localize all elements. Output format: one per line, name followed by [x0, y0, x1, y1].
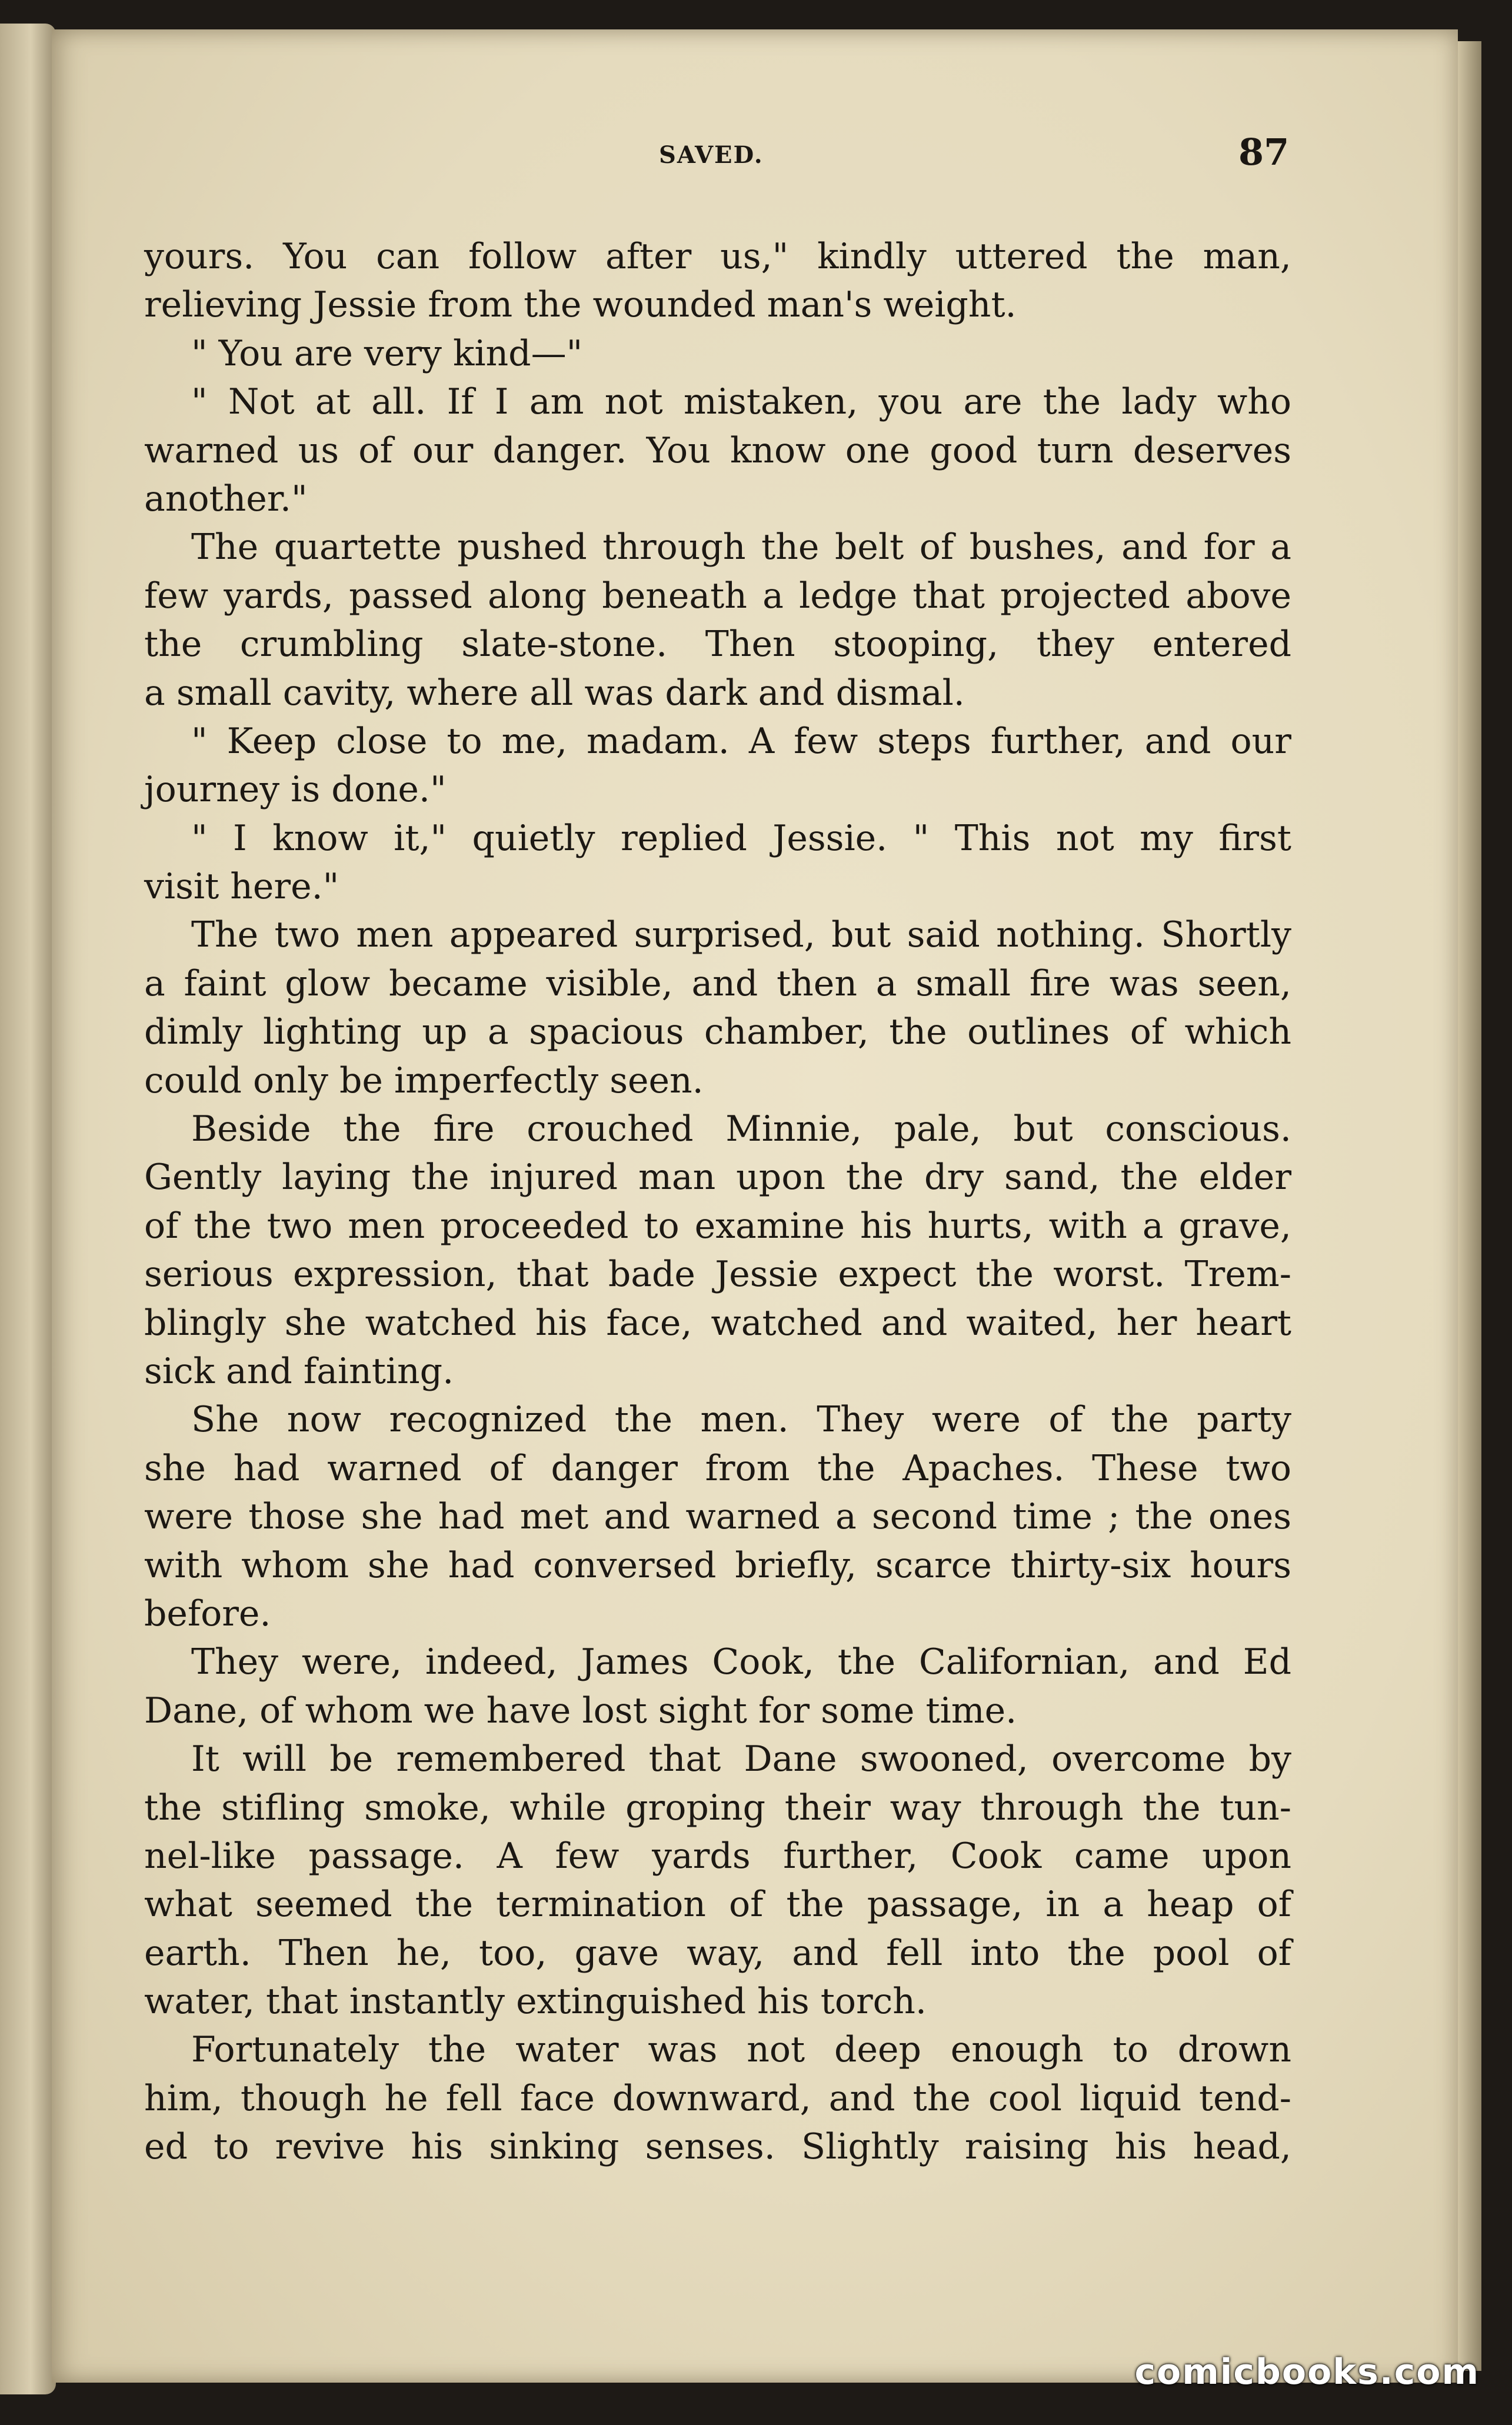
text-line: dimly lighting up a spacious chamber, the outlines of which	[144, 1011, 1291, 1053]
running-head: SAVED.	[659, 141, 764, 169]
text-line: of the two men proceeded to examine his hurts, with a grave,	[144, 1205, 1291, 1247]
text-line: sick and fainting.	[144, 1350, 454, 1392]
text-line: " Not at all. If I am not mistaken, you are the lady who	[191, 381, 1291, 423]
text-line: serious expression, that bade Jessie expect the worst. Trem-	[144, 1254, 1291, 1295]
text-line: visit here."	[144, 866, 339, 908]
text-line: relieving Jessie from the wounded man's weight.	[144, 284, 1017, 326]
text-line: another."	[144, 478, 308, 519]
text-line: Gently laying the injured man upon the dry sand, the elder	[144, 1157, 1291, 1198]
text-line: " You are very kind—"	[191, 332, 583, 374]
text-line: a small cavity, where all was dark and dismal.	[144, 672, 965, 714]
text-line: the stifling smoke, while groping their way through the tun-	[144, 1787, 1291, 1828]
text-line: " Keep close to me, madam. A few steps further, and our	[191, 720, 1291, 762]
text-line: The quartette pushed through the belt of bushes, and for a	[191, 527, 1291, 568]
text-line: It will be remembered that Dane swooned, overcome by	[191, 1738, 1291, 1780]
text-line: ed to revive his sinking senses. Slightly raising his head,	[144, 2126, 1291, 2168]
text-line: she had warned of danger from the Apaches. These two	[144, 1447, 1291, 1489]
text-line: with whom she had conversed briefly, scarce thirty-six hours	[144, 1544, 1291, 1586]
text-line: yours. You can follow after us," kindly uttered the man,	[144, 236, 1291, 277]
text-line: a faint glow became visible, and then a small fire was seen,	[144, 962, 1291, 1004]
text-line: were those she had met and warned a second time ; the ones	[144, 1496, 1291, 1538]
page-number: 87	[1238, 131, 1290, 174]
text-line: blingly she watched his face, watched and waited, her heart	[144, 1302, 1291, 1344]
text-line: " I know it," quietly replied Jessie. " This not my first	[191, 817, 1291, 859]
text-line: They were, indeed, James Cook, the Californian, and Ed	[191, 1641, 1291, 1683]
text-line: Beside the fire crouched Minnie, pale, but conscious.	[191, 1108, 1291, 1150]
text-line: The two men appeared surprised, but said nothing. Shortly	[191, 914, 1291, 956]
text-line: She now recognized the men. They were of the party	[191, 1399, 1291, 1441]
text-line: journey is done."	[144, 769, 447, 811]
text-line: Fortunately the water was not deep enough to drown	[191, 2029, 1291, 2071]
text-line: earth. Then he, too, gave way, and fell into the pool of	[144, 1932, 1291, 1974]
text-line: what seemed the termination of the passage, in a heap of	[144, 1884, 1291, 1926]
text-line: Dane, of whom we have lost sight for some time.	[144, 1690, 1017, 1731]
left-page-edge	[0, 24, 56, 2394]
site-watermark: comicbooks.com	[1134, 2351, 1480, 2393]
text-line: him, though he fell face downward, and the cool liquid tend-	[144, 2077, 1291, 2119]
text-line: before.	[144, 1593, 271, 1634]
text-line: nel-like passage. A few yards further, Cook came upon	[144, 1835, 1291, 1877]
text-line: could only be imperfectly seen.	[144, 1060, 704, 1101]
body-text	[144, 232, 1291, 2171]
text-line: the crumbling slate-stone. Then stooping, they entered	[144, 624, 1291, 665]
text-line: water, that instantly extinguished his torch.	[144, 1981, 927, 2023]
text-line: warned us of our danger. You know one good turn deserves	[144, 429, 1291, 471]
text-line: few yards, passed along beneath a ledge that projected above	[144, 575, 1291, 617]
right-page-edge	[1458, 41, 1481, 2371]
